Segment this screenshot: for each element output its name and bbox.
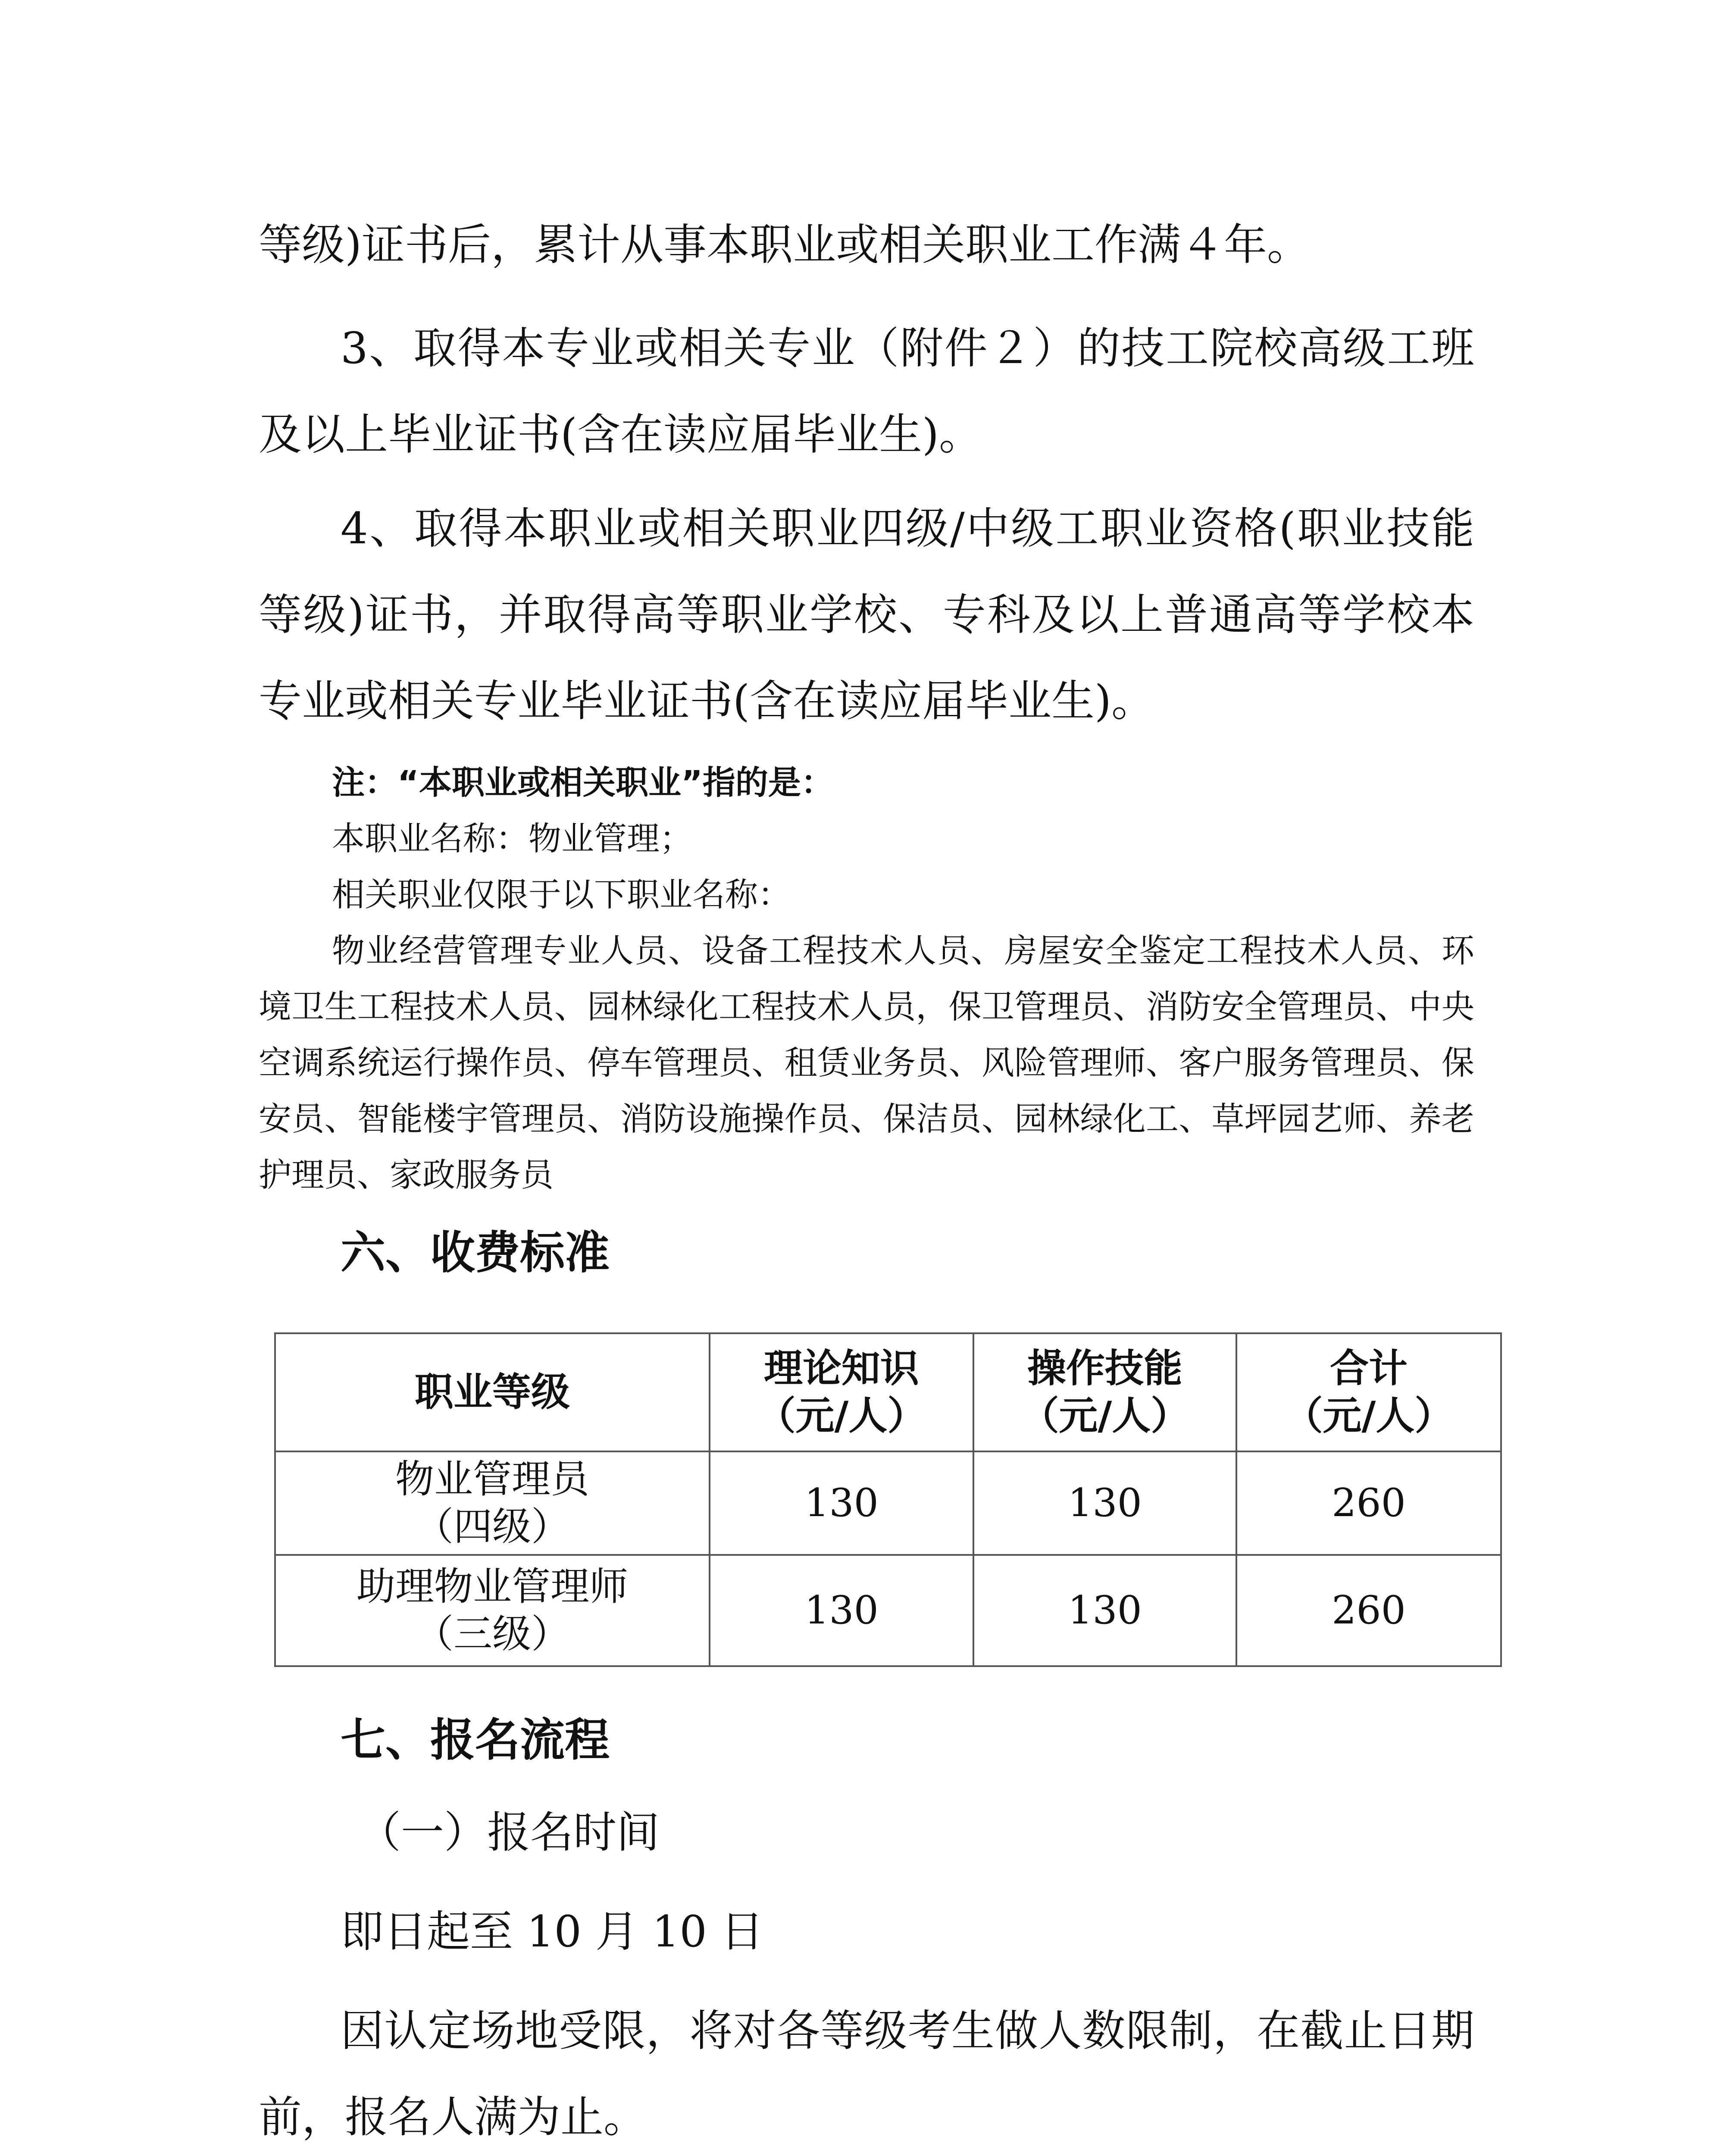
table-row: [275, 1451, 1501, 1555]
note-line-main-occupation: 本职业名称：物业管理；: [332, 819, 692, 858]
fee-table-header-row: [275, 1333, 1501, 1451]
header-theory: 理论知识 （元/人）: [710, 1333, 973, 1451]
cell-theory: 130: [710, 1555, 973, 1666]
paragraph-item-4: 4、取得本职业或相关职业四级/中级工职业资格(职业技能等级)证书，并取得高等职业学校、专科及以上普通高等学校本专业或相关专业毕业证书(含在读应届毕业生)。: [259, 503, 1474, 726]
paragraph-item-3: 3、取得本专业或相关专业（附件２）的技工院校高级工班及以上毕业证书(含在读应届毕业生)。: [259, 323, 1474, 460]
cell-theory: 130: [710, 1451, 973, 1555]
section-heading-fees: 六、收费标准: [341, 1226, 610, 1279]
header-skill: 操作技能 （元/人）: [973, 1333, 1236, 1451]
registration-date-range: 即日起至 10 月 10 日: [341, 1906, 764, 1957]
cell-level: 助理物业管理师 （三级）: [275, 1555, 710, 1666]
cell-skill: 130: [973, 1555, 1236, 1666]
note-title: 注：“本职业或相关职业”指的是：: [332, 763, 834, 802]
cell-level: 物业管理员 （四级）: [275, 1451, 710, 1555]
cell-total: 260: [1236, 1555, 1501, 1666]
section-heading-registration: 七、报名流程: [341, 1714, 610, 1766]
cell-skill: 130: [973, 1451, 1236, 1555]
note-related-occupations: 物业经营管理专业人员、设备工程技术人员、房屋安全鉴定工程技术人员、环境卫生工程技术人员、园林绿化工程技术人员，保卫管理员、消防安全管理员、中央空调系统运行操作员、停车管理员、租赁业务员、风险管理师、客户服务管理员、保安员、智能楼宇管理员、消防设施操作员、保洁员、园林绿化工、草坪园艺师、养老护理员、家政服务员: [259, 931, 1474, 1194]
subheading-registration-time: （一）报名时间: [358, 1807, 660, 1858]
cell-total: 260: [1236, 1451, 1501, 1555]
header-total: 合计 （元/人）: [1236, 1333, 1501, 1451]
paragraph-continued: 等级)证书后，累计从事本职业或相关职业工作满４年。: [259, 219, 1311, 270]
note-line-related-intro: 相关职业仅限于以下职业名称：: [332, 875, 791, 914]
header-level: 职业等级: [275, 1333, 710, 1451]
table-row: [275, 1555, 1501, 1666]
registration-limit-note: 因认定场地受限，将对各等级考生做人数限制，在截止日期前，报名人满为止。: [259, 2006, 1474, 2142]
fee-table: [274, 1332, 1502, 1667]
